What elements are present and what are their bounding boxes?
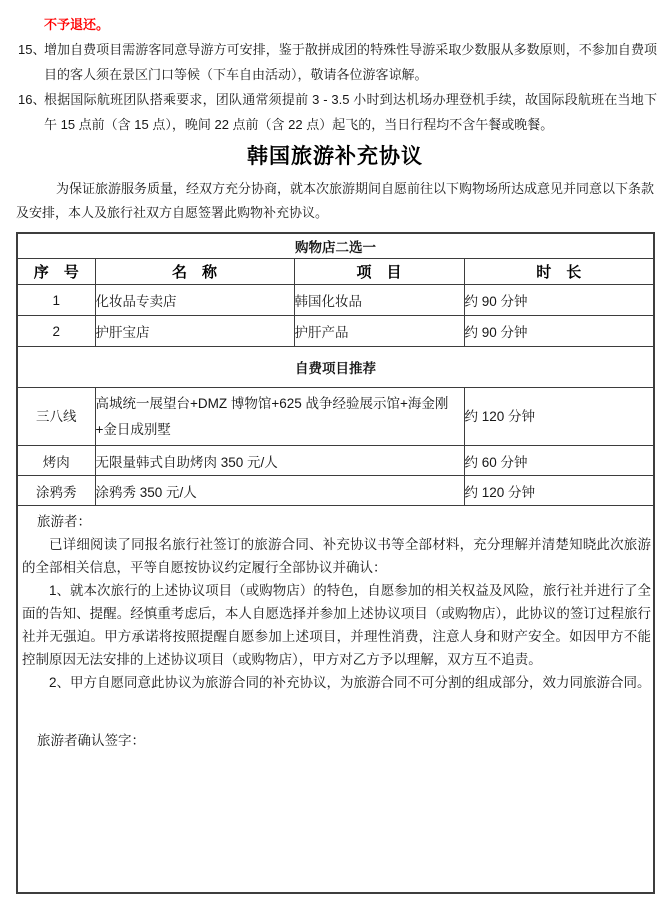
- optional-duration: 约 120 分钟: [464, 476, 654, 506]
- term-number: 15、: [18, 42, 46, 57]
- declaration-heading: 旅游者：: [37, 514, 91, 529]
- shop-name: 护肝宝店: [95, 316, 294, 347]
- declaration-cell: [17, 506, 654, 894]
- optional-row: [17, 388, 654, 446]
- header-item: 项 目: [294, 259, 464, 285]
- document-title: 韩国旅游补充协议: [247, 145, 423, 168]
- document-page: [0, 12, 670, 898]
- header-no: 序 号: [17, 259, 95, 285]
- optional-section-row: [17, 347, 654, 388]
- shop-name: 化妆品专卖店: [95, 285, 294, 316]
- table-header-row: [17, 259, 654, 285]
- declaration-para-2: 1、就本次旅行的上述协议项目（或购物店）的特色，自愿参加的相关权益及风险，旅行社并进行了全面的告知、提醒。经慎重考虑后，本人自愿选择并参加上述协议项目（或购物店），此协议的签订过程旅行社并无强迫。甲方承诺将按照提醒自愿参加上述项目，并理性消费，注意人身和财产安全。如因甲方不能控制原因无法安排的上述协议项目（或购物店），甲方对乙方予以理解，双方互不追责。: [22, 583, 651, 667]
- optional-desc: 高城统一展望台+DMZ 博物馆+625 战争经验展示馆+海金刚+金日成别墅: [95, 388, 464, 446]
- optional-label: 涂鸦秀: [17, 476, 95, 506]
- signature-label: 旅游者确认签字：: [37, 733, 145, 748]
- optional-desc: 涂鸦秀 350 元/人: [95, 476, 464, 506]
- shop-no: 2: [17, 316, 95, 347]
- refund-notice: 不予退还。: [44, 17, 110, 32]
- optional-label: 烤肉: [17, 446, 95, 476]
- term-text: 增加自费项目需游客同意导游方可安排，鉴于散拼成团的特殊性导游采取少数服从多数原则，不参加自费项目的客人须在景区门口等候（下车自由活动），敬请各位游客谅解。: [44, 42, 657, 82]
- shop-item: 护肝产品: [294, 316, 464, 347]
- shop-row: [17, 316, 654, 347]
- term-item-15: [18, 37, 657, 87]
- shop-duration: 约 90 分钟: [464, 316, 654, 347]
- shopping-section-title: 购物店二选一: [17, 233, 654, 259]
- optional-label: 三八线: [17, 388, 95, 446]
- header-duration: 时 长: [464, 259, 654, 285]
- declaration-row: [17, 506, 654, 894]
- term-number: 16、: [18, 92, 46, 107]
- shopping-section-row: [17, 233, 654, 259]
- agreement-table: [16, 232, 655, 894]
- optional-duration: 约 60 分钟: [464, 446, 654, 476]
- shop-no: 1: [17, 285, 95, 316]
- declaration-para-1: 已详细阅读了同报名旅行社签订的旅游合同、补充协议书等全部材料，充分理解并清楚知晓此次旅游的全部相关信息，平等自愿按协议约定履行全部协议并确认：: [22, 537, 651, 575]
- optional-duration: 约 120 分钟: [464, 388, 654, 446]
- term-item-16: [18, 87, 657, 137]
- optional-row: [17, 476, 654, 506]
- optional-row: [17, 446, 654, 476]
- shop-duration: 约 90 分钟: [464, 285, 654, 316]
- term-text: 根据国际航班团队搭乘要求，团队通常须提前 3 - 3.5 小时到达机场办理登机手续，故国际段航班在当地下午 15 点前（含 15 点），晚间 22 点前（含 22 点）起飞的，当日行程均不含午餐或晚餐。: [44, 92, 657, 132]
- declaration-text-block: [18, 506, 653, 752]
- intro-paragraph: 为保证旅游服务质量，经双方充分协商，就本次旅游期间自愿前往以下购物场所达成意见并同意以下条款及安排，本人及旅行社双方自愿签署此购物补充协议。: [16, 181, 655, 220]
- optional-section-title: 自费项目推荐: [17, 347, 654, 388]
- optional-desc: 无限量韩式自助烤肉 350 元/人: [95, 446, 464, 476]
- declaration-para-3: 2、甲方自愿同意此协议为旅游合同的补充协议，为旅游合同不可分割的组成部分，效力同旅游合同。: [49, 675, 651, 690]
- shop-item: 韩国化妆品: [294, 285, 464, 316]
- shop-row: [17, 285, 654, 316]
- header-name: 名 称: [95, 259, 294, 285]
